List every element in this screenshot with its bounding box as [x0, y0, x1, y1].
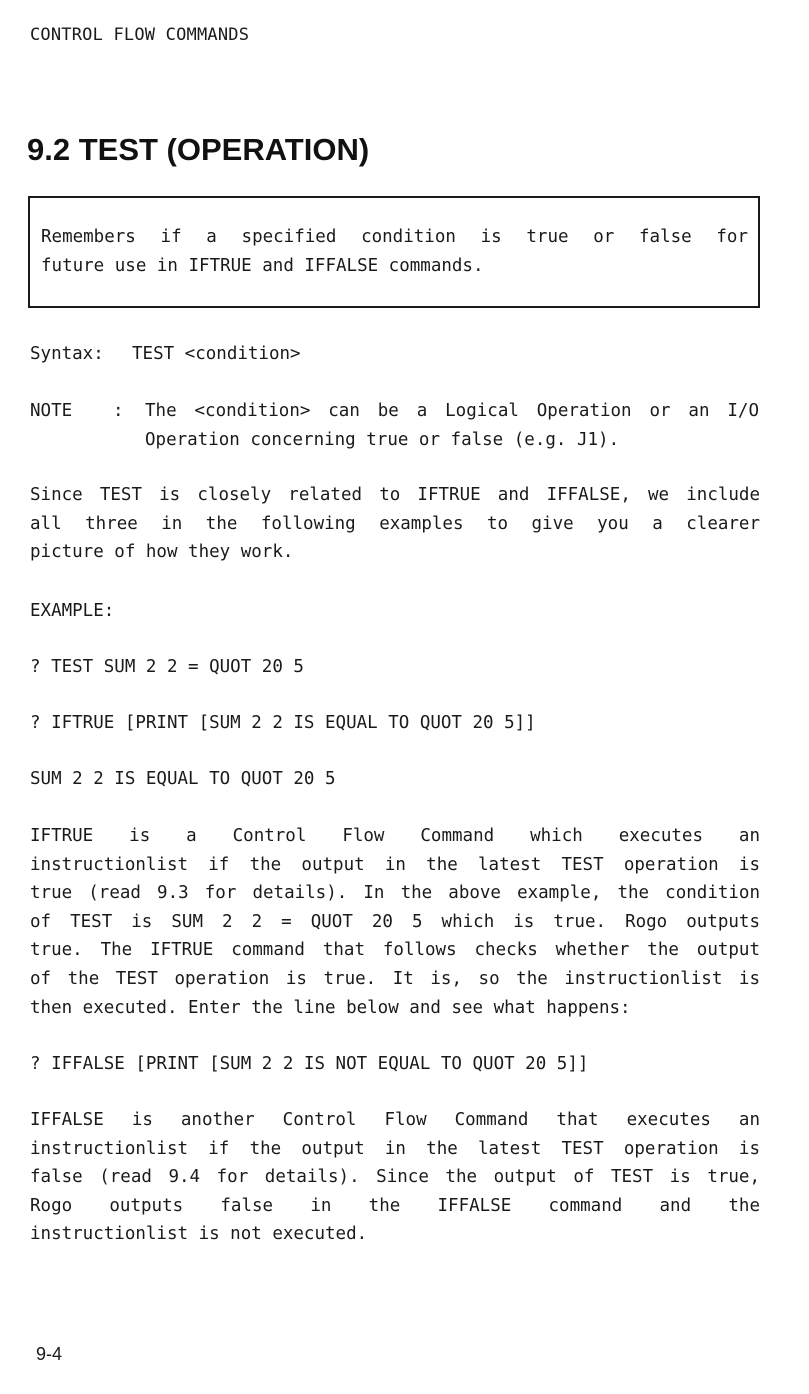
paragraph-line: instructionlist if the output in the latest TEST operation is: [30, 854, 760, 875]
syntax-value: TEST <condition>: [132, 344, 301, 364]
paragraph-line: IFFALSE is another Control Flow Command that executes an: [30, 1110, 760, 1130]
paragraph-line: true. The IFTRUE command that follows checks whether the output: [30, 940, 760, 961]
page-number: 9-4: [36, 1344, 63, 1364]
note-text: [145, 397, 759, 454]
code-output: SUM 2 2 IS EQUAL TO QUOT 20 5: [30, 769, 336, 789]
code-line: ? IFTRUE [PRINT [SUM 2 2 IS EQUAL TO QUOT 20 5]]: [30, 713, 536, 733]
paragraph-line: false (read 9.4 for details). Since the output of TEST is true,: [30, 1167, 760, 1188]
definition-line: future use in IFTRUE and IFFALSE commands.: [41, 255, 484, 276]
paragraph-line: instructionlist is not executed.: [30, 1224, 368, 1245]
example-label: EXAMPLE:: [30, 601, 115, 621]
definition-box: [28, 196, 760, 308]
section-title: 9.2 TEST (OPERATION): [27, 132, 370, 167]
definition-line: Remembers if a specified condition is true or false for: [41, 227, 748, 247]
iffalse-paragraph: [30, 1106, 760, 1249]
paragraph-line: IFTRUE is a Control Flow Command which executes an: [30, 826, 760, 846]
code-line: ? TEST SUM 2 2 = QUOT 20 5: [30, 657, 304, 677]
paragraph-line: Since TEST is closely related to IFTRUE and IFFALSE, we include: [30, 485, 760, 505]
paragraph-line: Rogo outputs false in the IFFALSE command and the: [30, 1195, 760, 1216]
intro-paragraph: [30, 481, 760, 567]
paragraph-line: instructionlist if the output in the latest TEST operation is: [30, 1138, 760, 1159]
note-line: The <condition> can be a Logical Operation or an I/O: [145, 401, 759, 421]
paragraph-line: then executed. Enter the line below and see what happens:: [30, 997, 631, 1018]
paragraph-line: picture of how they work.: [30, 542, 294, 563]
running-header: CONTROL FLOW COMMANDS: [30, 25, 250, 45]
code-line: ? IFFALSE [PRINT [SUM 2 2 IS NOT EQUAL TO QUOT 20 5]]: [30, 1054, 589, 1074]
definition-text: [41, 223, 748, 280]
iftrue-paragraph: [30, 822, 760, 1022]
note-line: Operation concerning true or false (e.g. J1).: [145, 429, 620, 450]
paragraph-line: true (read 9.3 for details). In the above example, the condition: [30, 883, 760, 904]
paragraph-line: all three in the following examples to give you a clearer: [30, 513, 760, 534]
note-colon: :: [113, 401, 124, 421]
paragraph-line: of TEST is SUM 2 2 = QUOT 20 5 which is true. Rogo outputs: [30, 911, 760, 932]
note-label: NOTE: [30, 401, 73, 421]
syntax-label: Syntax:: [30, 344, 104, 364]
paragraph-line: of the TEST operation is true. It is, so the instructionlist is: [30, 968, 760, 989]
